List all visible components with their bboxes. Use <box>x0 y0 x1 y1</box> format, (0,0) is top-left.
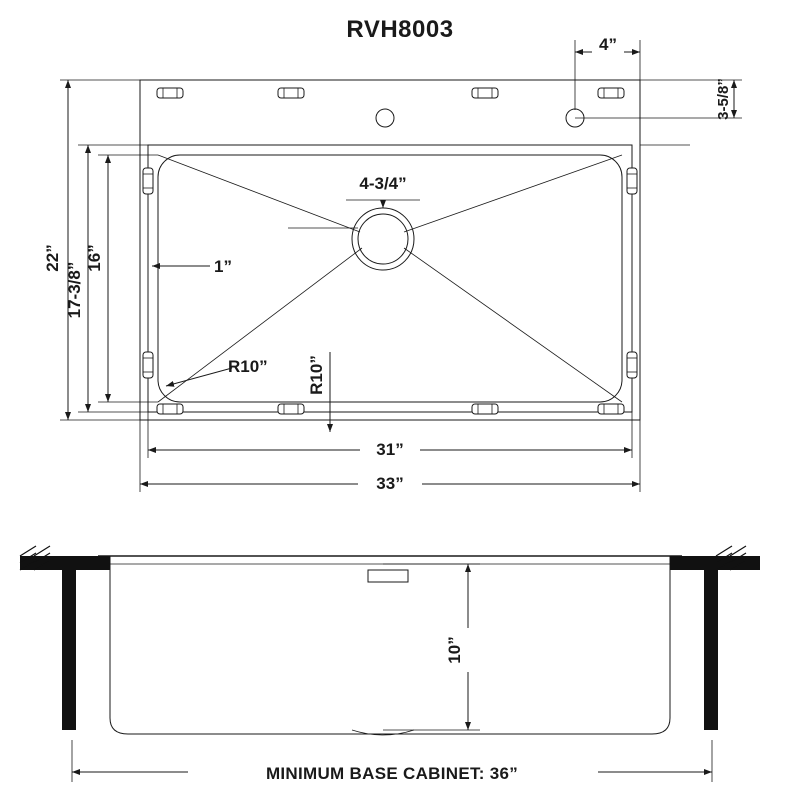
sink-front-view <box>20 546 760 783</box>
page-title: RVH8003 <box>346 16 454 43</box>
caption-minimum-base-cabinet: MINIMUM BASE CABINET: 36” <box>265 764 519 783</box>
dim-bowl-width: 31” <box>376 440 404 459</box>
dim-corner-radius-label: R10” <box>228 357 268 376</box>
dim-faucet-offset-right: 4” <box>599 35 617 54</box>
dim-overall-depth: 22” <box>43 244 62 272</box>
dim-rim-bottom: R10” <box>307 355 326 395</box>
dim-drain-offset: 4-3/4” <box>359 174 407 193</box>
dim-overall-width: 33” <box>376 474 404 493</box>
sink-top-view <box>43 34 742 493</box>
mounting-clips-top <box>157 88 624 98</box>
dim-faucet-offset-back: 3-5/8” <box>715 78 732 120</box>
dim-bowl-height: 10” <box>445 636 464 664</box>
dim-bowl-depth-inner: 16” <box>85 244 104 272</box>
dim-rim-left: 1” <box>214 257 232 276</box>
dim-bowl-depth-outer: 17-3/8” <box>65 261 84 319</box>
